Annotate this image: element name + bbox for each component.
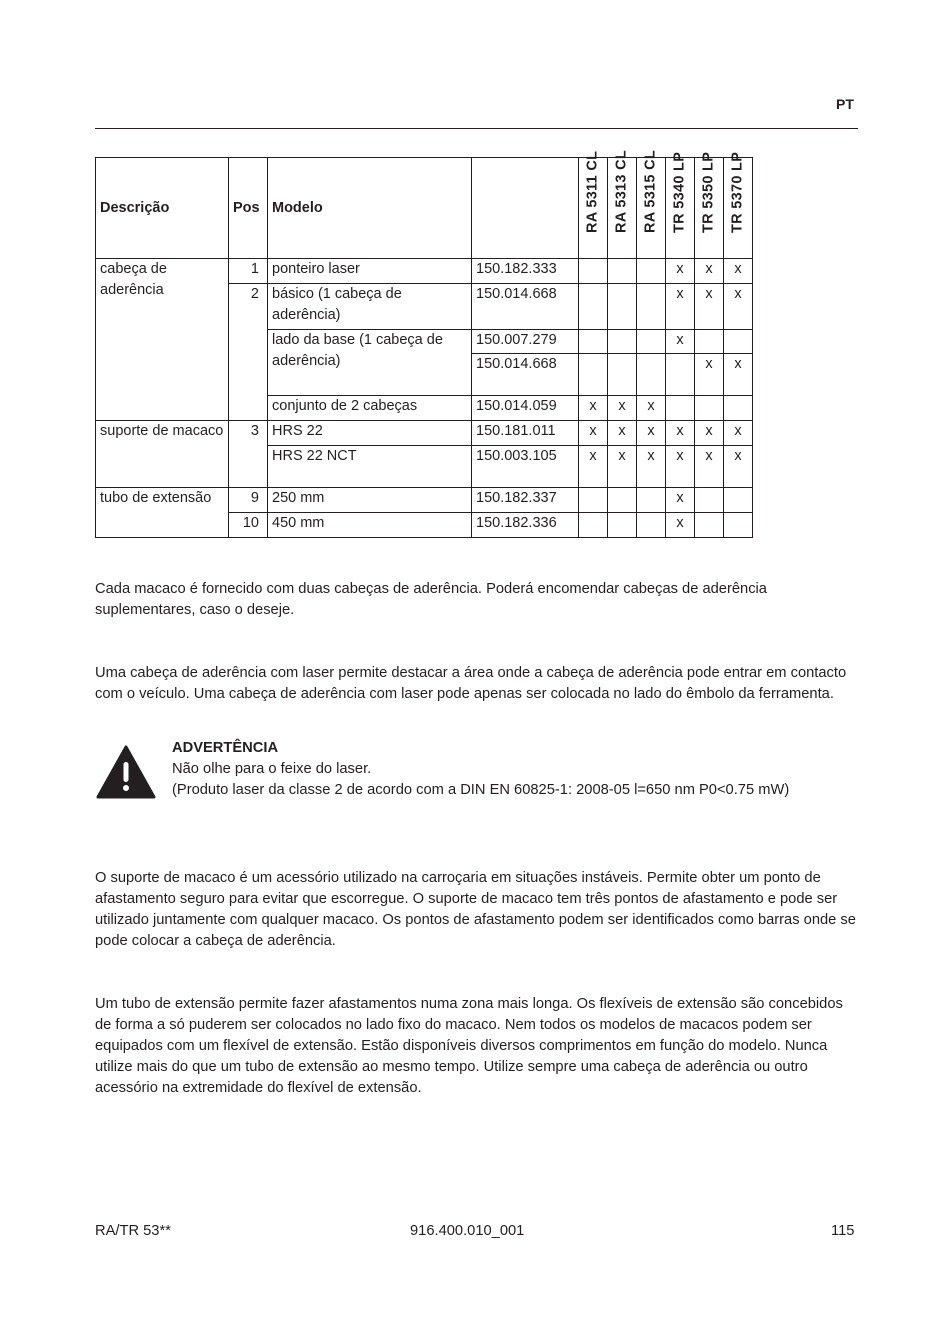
part-cell: 150.182.333 (472, 259, 579, 284)
mark-cell: x (666, 513, 695, 538)
modelo-cell: 450 mm (268, 513, 472, 538)
header-descricao: Descrição (96, 158, 229, 259)
pos-cell: 3 (229, 421, 268, 488)
group-descricao: tubo de extensão (96, 488, 229, 538)
pos-cell: 1 (229, 259, 268, 284)
mark-cell: x (608, 446, 637, 488)
mark-cell (695, 330, 724, 354)
mark-cell: x (579, 446, 608, 488)
modelo-cell: ponteiro laser (268, 259, 472, 284)
footer-page-number: 115 (831, 1223, 855, 1239)
mark-cell (637, 259, 666, 284)
mark-cell: x (579, 396, 608, 421)
mark-cell: x (724, 354, 753, 396)
part-cell: 150.014.668 (472, 284, 579, 330)
mark-cell (724, 330, 753, 354)
paragraph-jack-support: O suporte de macaco é um acessório utilizado na carroçaria em situações instáveis. Permite obter um ponto de afastamento seguro para evitar que escorregue. O suporte de macaco tem três pontos de afastamento e pode ser utilizado juntamente com qualquer macaco. Os pontos de afastamento podem ser identificados como barras onde se pode colocar a cabeça de aderência. (95, 870, 856, 949)
mark-cell (666, 354, 695, 396)
mark-cell (608, 330, 637, 354)
mark-cell (637, 354, 666, 396)
mark-cell: x (695, 284, 724, 330)
part-cell: 150.007.279 (472, 330, 579, 354)
header-model-ra5313: RA 5313 CL (608, 158, 637, 259)
header-pos: Pos (229, 158, 268, 259)
part-cell: 150.182.336 (472, 513, 579, 538)
mark-cell: x (666, 488, 695, 513)
paragraph-laser-head: Uma cabeça de aderência com laser permite destacar a área onde a cabeça de aderência pode entrar em contacto com o veículo. Uma cabeça de aderência com laser pode apenas ser colocada no lado do êmbolo da ferramenta. (95, 665, 847, 702)
language-code: PT (836, 96, 854, 112)
table-row (96, 421, 753, 446)
footer-model: RA/TR 53** (95, 1223, 171, 1239)
warning-line-1: Não olhe para o feixe do laser. (172, 761, 372, 777)
mark-cell (724, 396, 753, 421)
mark-cell: x (666, 259, 695, 284)
mark-cell (695, 513, 724, 538)
header-model-ra5311: RA 5311 CL (579, 158, 608, 259)
table-row (96, 259, 753, 284)
mark-cell: x (695, 354, 724, 396)
mark-cell: x (724, 284, 753, 330)
warning-line-2: (Produto laser da classe 2 de acordo com a DIN EN 60825-1: 2008-05 l=650 nm P0<0.75 mW) (172, 782, 790, 798)
mark-cell (579, 259, 608, 284)
mark-cell (579, 513, 608, 538)
mark-cell (724, 488, 753, 513)
paragraph-supply: Cada macaco é fornecido com duas cabeças de aderência. Poderá encomendar cabeças de aderência suplementares, caso o deseje. (95, 581, 767, 618)
mark-cell (637, 284, 666, 330)
mark-cell: x (637, 421, 666, 446)
modelo-cell: HRS 22 NCT (268, 446, 472, 488)
mark-cell (637, 488, 666, 513)
mark-cell (579, 330, 608, 354)
mark-cell (666, 396, 695, 421)
mark-cell: x (666, 446, 695, 488)
table-header-row (96, 158, 753, 259)
pos-cell: 9 (229, 488, 268, 513)
mark-cell: x (608, 396, 637, 421)
mark-cell: x (695, 259, 724, 284)
mark-cell (637, 513, 666, 538)
mark-cell (695, 396, 724, 421)
table-row (96, 488, 753, 513)
group-descricao: cabeça de aderência (96, 259, 229, 421)
pos-cell: 10 (229, 513, 268, 538)
part-cell: 150.182.337 (472, 488, 579, 513)
mark-cell: x (695, 421, 724, 446)
mark-cell (608, 513, 637, 538)
mark-cell: x (666, 421, 695, 446)
modelo-cell: 250 mm (268, 488, 472, 513)
mark-cell (608, 259, 637, 284)
mark-cell (695, 488, 724, 513)
mark-cell: x (579, 421, 608, 446)
mark-cell (637, 330, 666, 354)
header-model-tr5370: TR 5370 LP (724, 158, 753, 259)
mark-cell: x (637, 396, 666, 421)
modelo-cell: lado da base (1 cabeça de aderência) (268, 330, 472, 396)
mark-cell: x (637, 446, 666, 488)
footer-doc-number: 916.400.010_001 (410, 1223, 525, 1239)
mark-cell: x (724, 421, 753, 446)
parts-table (95, 149, 753, 538)
warning-block (172, 738, 862, 801)
mark-cell: x (724, 446, 753, 488)
header-part-number (472, 158, 579, 259)
part-cell: 150.003.105 (472, 446, 579, 488)
mark-cell: x (695, 446, 724, 488)
modelo-cell: conjunto de 2 cabeças (268, 396, 472, 421)
mark-cell (608, 284, 637, 330)
modelo-cell: HRS 22 (268, 421, 472, 446)
header-model-ra5315: RA 5315 CL (637, 158, 666, 259)
header-model-tr5340: TR 5340 LP (666, 158, 695, 259)
pos-cell: 2 (229, 284, 268, 421)
part-cell: 150.014.059 (472, 396, 579, 421)
part-cell: 150.014.668 (472, 354, 579, 396)
mark-cell (724, 513, 753, 538)
mark-cell (579, 284, 608, 330)
mark-cell (608, 354, 637, 396)
mark-cell: x (608, 421, 637, 446)
mark-cell: x (724, 259, 753, 284)
mark-cell (579, 488, 608, 513)
warning-title: ADVERTÊNCIA (172, 740, 279, 756)
mark-cell (608, 488, 637, 513)
modelo-cell: básico (1 cabeça de aderência) (268, 284, 472, 330)
header-modelo: Modelo (268, 158, 472, 259)
header-model-tr5350: TR 5350 LP (695, 158, 724, 259)
warning-triangle-icon (96, 745, 156, 799)
header-divider (95, 128, 858, 129)
paragraph-extension-tube: Um tubo de extensão permite fazer afastamentos numa zona mais longa. Os flexíveis de extensão são concebidos de forma a só puderem ser colocados no lado fixo do macaco. Nem todos os modelos de macacos podem ser equipados com um flexível de extensão. Estão disponíveis diversos comprimentos em função do modelo. Nunca utilize mais do que um tubo de extensão ao mesmo tempo. Utilize sempre uma cabeça de aderência ou outro acessório na extremidade do flexível de extensão. (95, 996, 843, 1096)
part-cell: 150.181.011 (472, 421, 579, 446)
group-descricao: suporte de macaco (96, 421, 229, 488)
mark-cell: x (666, 330, 695, 354)
mark-cell (579, 354, 608, 396)
mark-cell: x (666, 284, 695, 330)
